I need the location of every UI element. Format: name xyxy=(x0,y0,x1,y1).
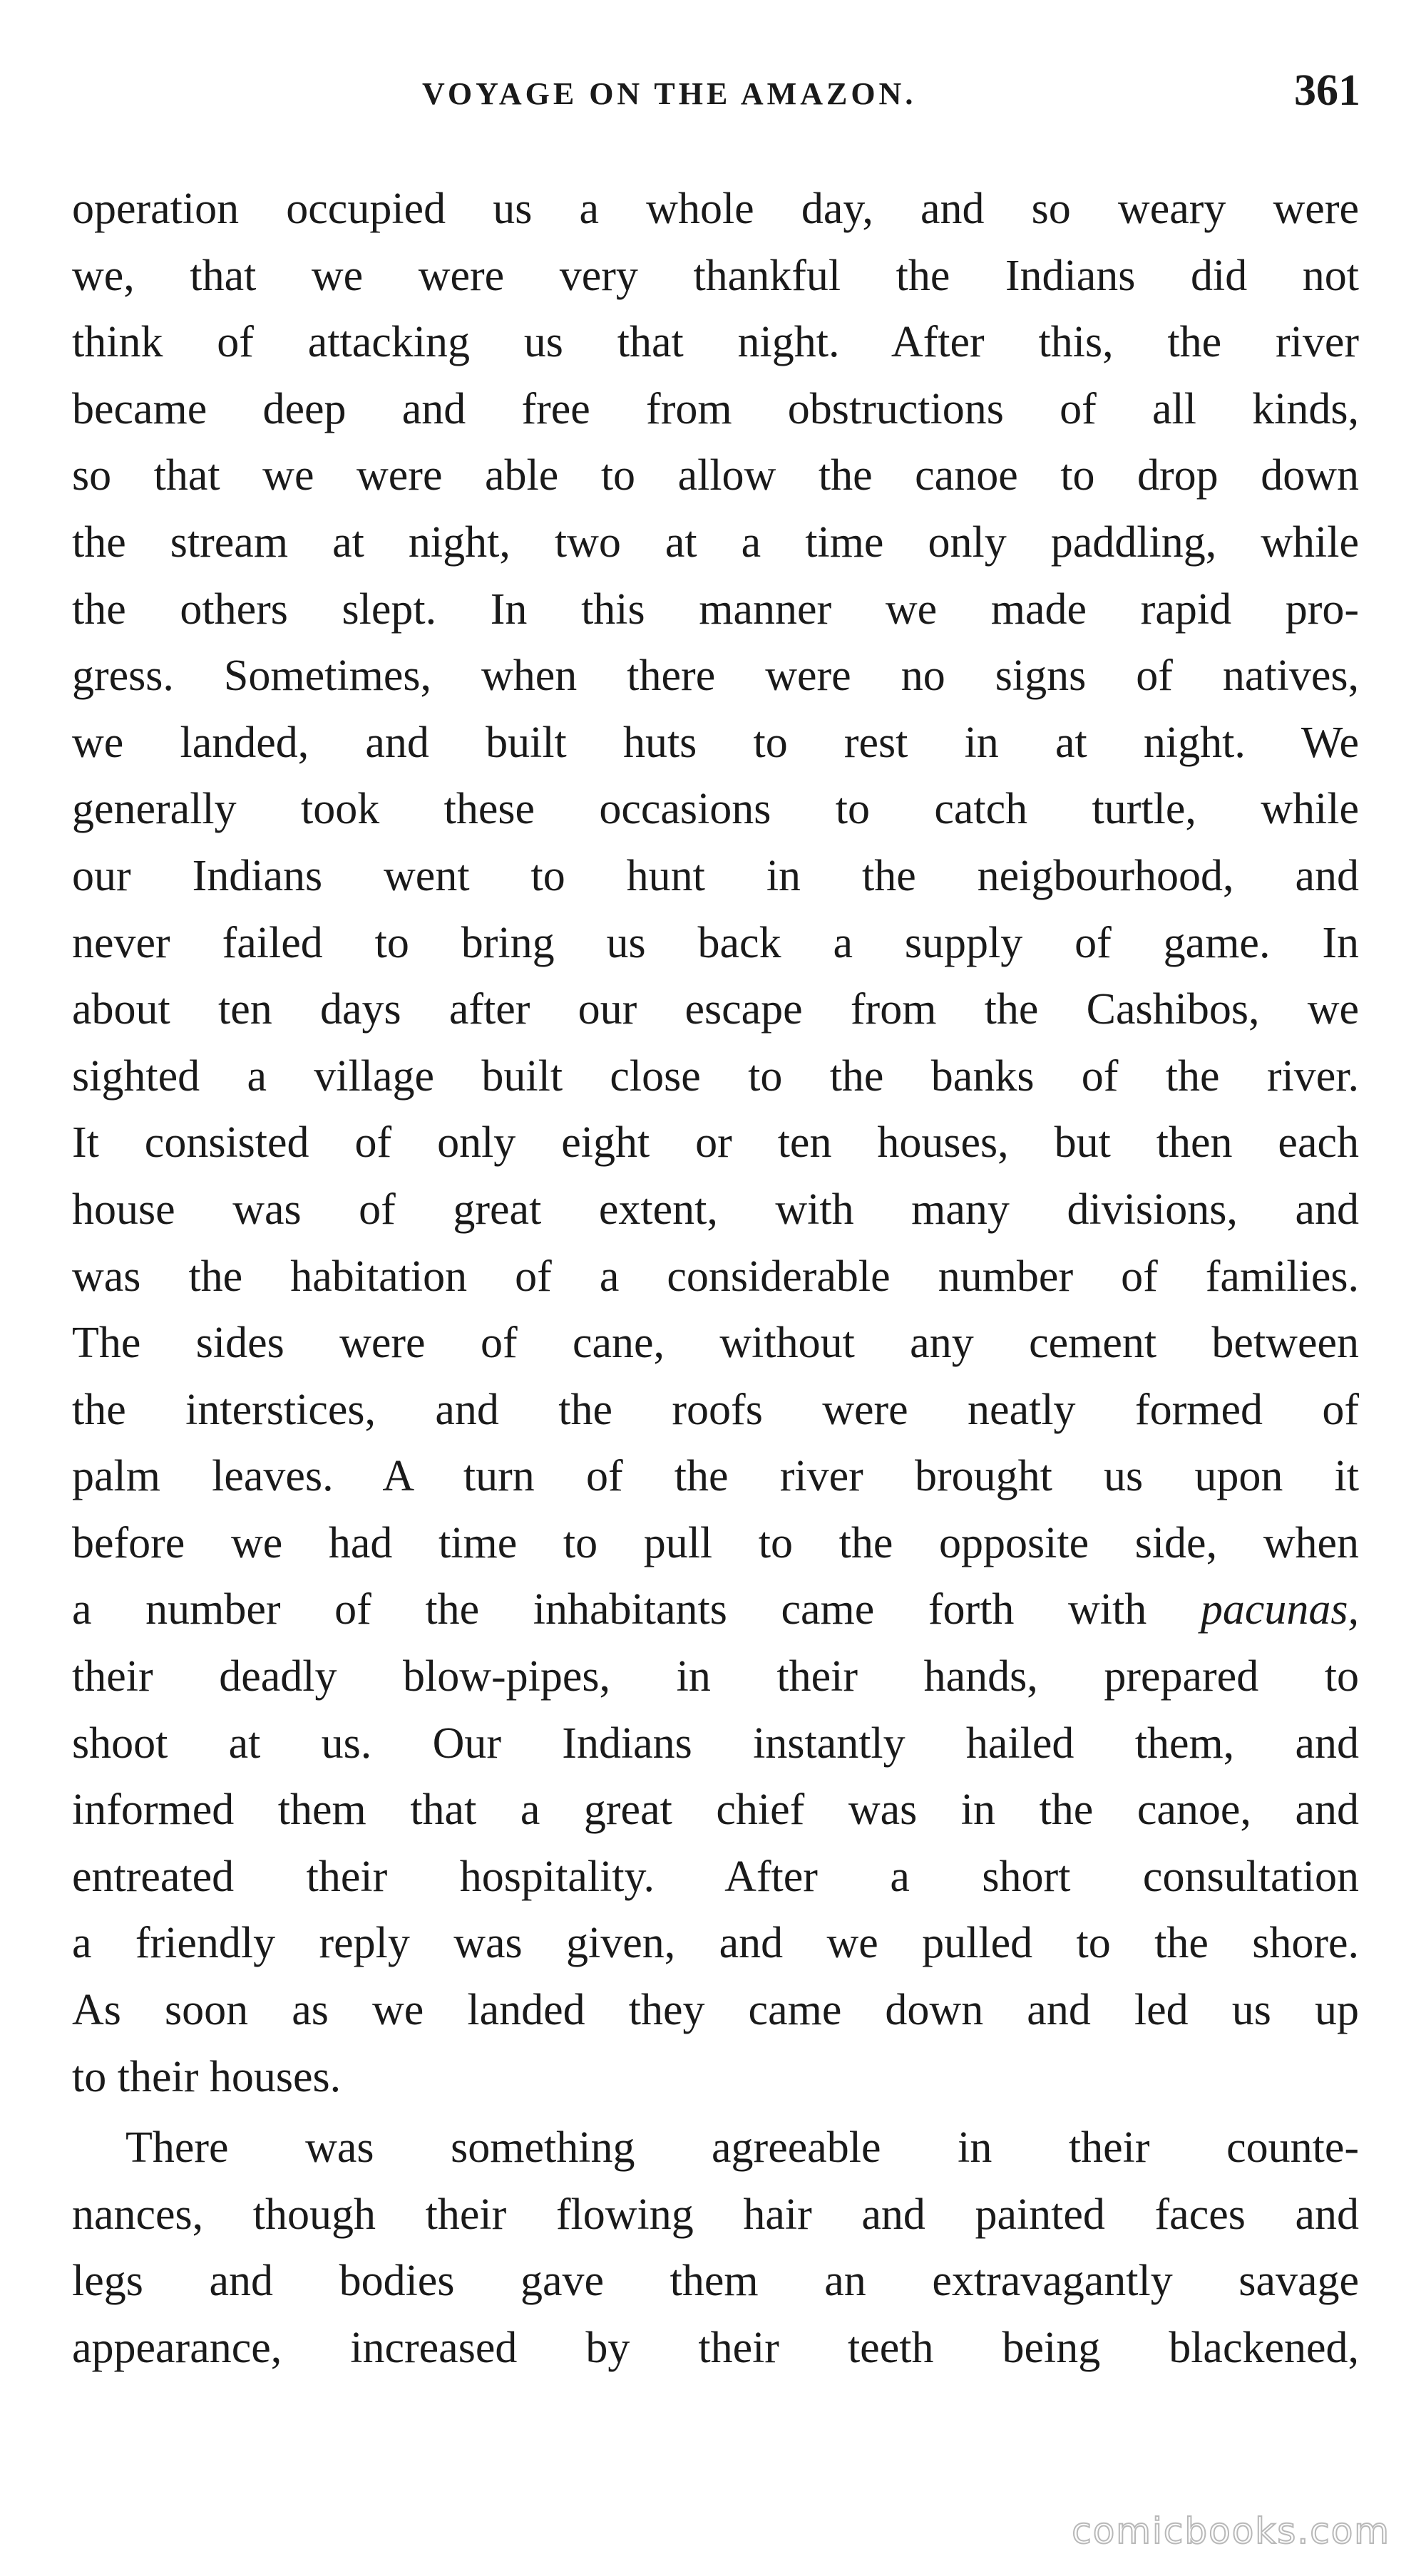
text-line: shoot at us. Our Indians instantly hailed them, and xyxy=(72,1719,1359,1768)
text-line: It consisted of only eight or ten houses, but then each xyxy=(72,1118,1359,1168)
text-line: their deadly blow-pipes, in their hands, prepared to xyxy=(72,1652,1359,1701)
text-line: operation occupied us a whole day, and so weary were xyxy=(72,185,1359,233)
text-line: gress. Sometimes, when there were no signs of natives, xyxy=(72,651,1359,701)
body-text xyxy=(72,176,1359,2382)
text-line: As soon as we landed they came down and led us up xyxy=(72,1986,1359,2035)
text-line: house was of great extent, with many divisions, and xyxy=(72,1185,1359,1234)
paragraph-2 xyxy=(72,2115,1359,2381)
italic-term: pacunas, xyxy=(1200,1585,1359,1634)
text-line: we, that we were very thankful the Indians did not xyxy=(72,251,1359,300)
paragraph-1 xyxy=(72,176,1359,2111)
text-line: There was something agreeable in their counte- xyxy=(125,2123,1359,2173)
text-line: palm leaves. A turn of the river brought us upon it xyxy=(72,1452,1359,1501)
text-line: the others slept. In this manner we made rapid pro- xyxy=(72,584,1359,634)
text-line: became deep and free from obstructions of all kinds, xyxy=(72,384,1359,433)
text-line: never failed to bring us back a supply of game. In xyxy=(72,918,1359,967)
watermark: comicbooks.com xyxy=(1072,2510,1390,2552)
running-head xyxy=(0,66,1426,130)
text-line: generally took these occasions to catch turtle, while xyxy=(72,785,1359,834)
text-line-part: a number of the inhabitants came forth with xyxy=(72,1585,1201,1634)
text-line: the interstices, and the roofs were neatly formed of xyxy=(72,1385,1359,1434)
text-line: our Indians went to hunt in the neigbourhood, and xyxy=(72,851,1359,900)
text-line: a friendly reply was given, and we pulled to the shore. xyxy=(72,1919,1359,1968)
text-line: entreated their hospitality. After a short consultation xyxy=(72,1852,1359,1901)
text-line-with-italic xyxy=(72,1577,1359,1644)
text-line: The sides were of cane, without any cement between xyxy=(72,1319,1359,1368)
page-number: 361 xyxy=(1294,66,1360,115)
running-title: VOYAGE ON THE AMAZON. xyxy=(422,76,917,111)
text-line: nances, though their flowing hair and painted faces and xyxy=(72,2190,1359,2239)
text-line: legs and bodies gave them an extravagantly savage xyxy=(72,2257,1359,2306)
text-line: sighted a village built close to the banks of the river. xyxy=(72,1051,1359,1101)
text-line: was the habitation of a considerable number of families. xyxy=(72,1252,1359,1301)
text-line: to their houses. xyxy=(72,2052,342,2101)
text-line: informed them that a great chief was in the canoe, and xyxy=(72,1786,1359,1835)
text-line: the stream at night, two at a time only paddling, while xyxy=(72,517,1359,567)
text-line: we landed, and built huts to rest in at night. We xyxy=(72,718,1359,767)
text-line: before we had time to pull to the opposite side, when xyxy=(72,1518,1359,1567)
text-line: about ten days after our escape from the Cashibos, we xyxy=(72,985,1359,1034)
text-line: appearance, increased by their teeth being blackened, xyxy=(72,2324,1359,2372)
text-line: so that we were able to allow the canoe to drop down xyxy=(72,451,1359,500)
text-line: think of attacking us that night. After this, the river xyxy=(72,318,1359,367)
